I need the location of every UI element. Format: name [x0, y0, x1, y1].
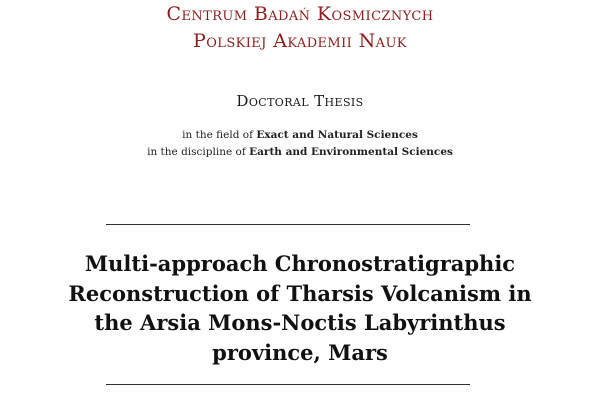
field-of-science — [0, 129, 600, 141]
top-divider — [106, 224, 470, 225]
thesis-title-line-4: province, Mars — [212, 339, 388, 365]
bottom-divider — [106, 384, 470, 385]
institution-name-line-2: Polskiej Akademii Nauk — [193, 30, 407, 52]
thesis-title-line-2: Reconstruction of Tharsis Volcanism in — [68, 280, 532, 306]
field-prefix: in the field of — [182, 129, 253, 141]
discipline-prefix: in the discipline of — [147, 146, 246, 158]
thesis-title — [40, 249, 560, 367]
document-type: Doctoral Thesis — [236, 92, 364, 110]
institution-name-line-1: Centrum Badań Kosmicznych — [166, 3, 434, 25]
discipline-of-science — [0, 146, 600, 158]
discipline-name: Earth and Environmental Sciences — [249, 146, 453, 158]
thesis-title-line-3: the Arsia Mons-Noctis Labyrinthus — [94, 310, 506, 335]
field-name: Exact and Natural Sciences — [256, 129, 418, 141]
thesis-title-line-1: Multi-approach Chronostratigraphic — [84, 251, 516, 276]
